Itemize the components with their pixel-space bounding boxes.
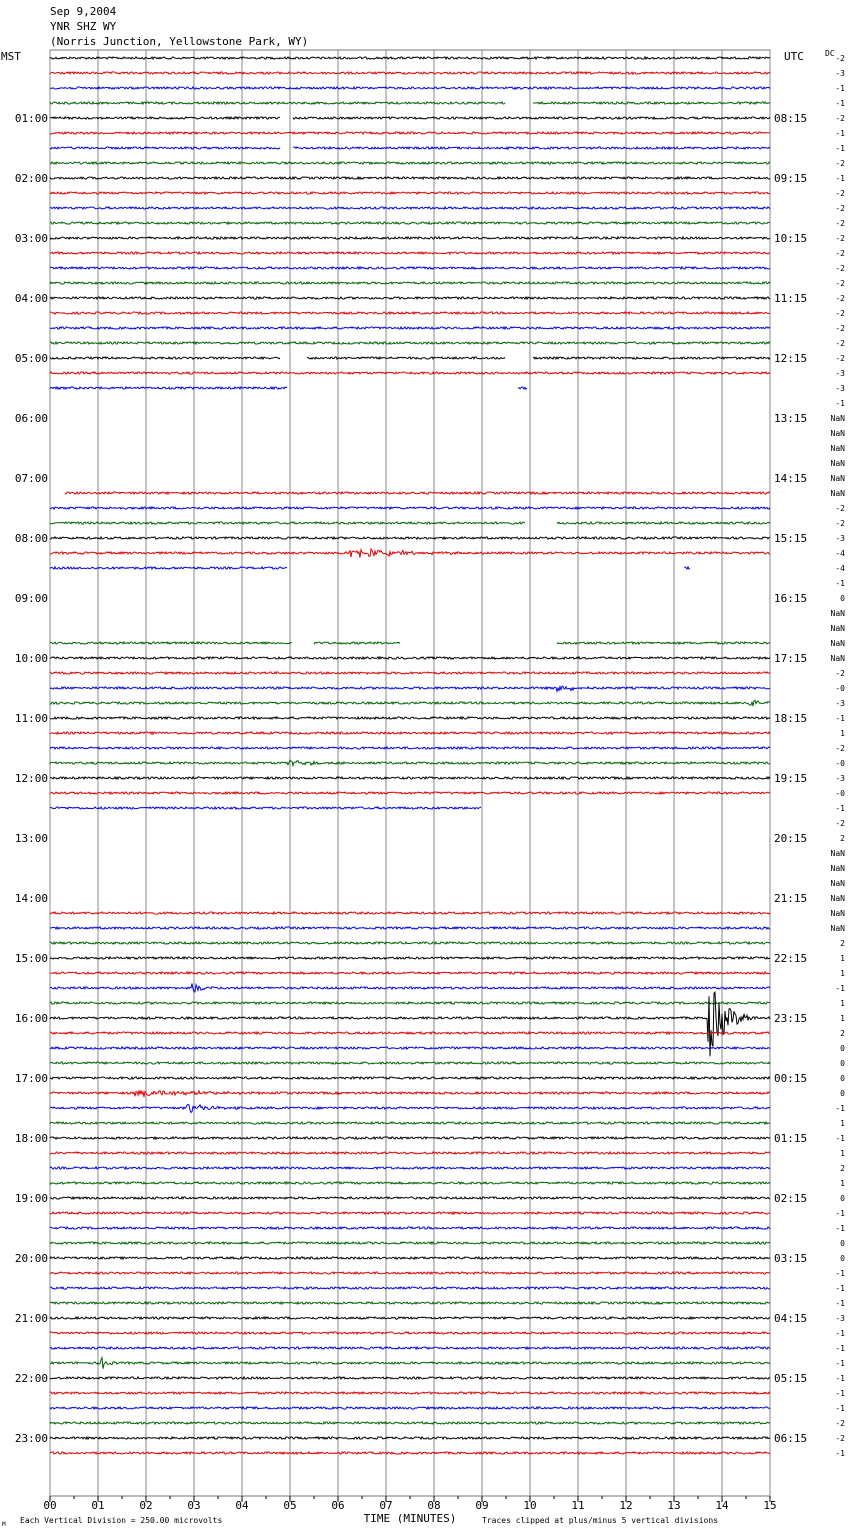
- mst-hour-label: 19:00: [14, 1192, 48, 1205]
- mst-hour-label: 14:00: [14, 892, 48, 905]
- dc-offset-label: NaN: [830, 849, 845, 858]
- trace-line: [50, 807, 770, 809]
- mst-hour-label: 20:00: [14, 1252, 48, 1265]
- dc-offset-label: -1: [835, 399, 845, 408]
- dc-offset-label: -2: [835, 204, 845, 213]
- x-tick-label: 13: [667, 1499, 681, 1512]
- trace-line: [50, 1392, 770, 1394]
- trace-line: [50, 760, 770, 766]
- dc-offset-label: -2: [835, 234, 845, 243]
- dc-offset-label: NaN: [830, 624, 845, 633]
- trace-line: [50, 162, 770, 164]
- dc-offset-label: NaN: [830, 414, 845, 423]
- mst-hour-label: 09:00: [14, 592, 48, 605]
- dc-offset-label: 1: [840, 729, 845, 738]
- trace-line: [50, 222, 770, 224]
- utc-hour-label: 18:15: [774, 712, 808, 725]
- utc-hour-label: 23:15: [774, 1012, 808, 1025]
- scale-note: Each Vertical Division = 250.00 microvolts: [20, 1516, 223, 1525]
- mst-hour-label: 04:00: [14, 292, 48, 305]
- header-date: Sep 9,2004: [50, 5, 117, 18]
- trace-line: [50, 1257, 770, 1259]
- dc-offset-label: -1: [835, 984, 845, 993]
- dc-offset-label: 2: [840, 834, 845, 843]
- dc-offset-label: 1: [840, 1179, 845, 1188]
- grid-lines: [50, 50, 770, 1502]
- trace-line: [50, 777, 770, 779]
- corner-mark: M: [2, 1521, 6, 1528]
- dc-offset-label: -2: [835, 219, 845, 228]
- trace-line: [50, 732, 770, 734]
- trace-line: [50, 1422, 770, 1424]
- x-axis-title: TIME (MINUTES): [363, 1512, 457, 1525]
- dc-offset-label: -1: [835, 1104, 845, 1113]
- trace-line: [50, 912, 770, 914]
- mst-hour-label: 07:00: [14, 472, 48, 485]
- utc-hour-label: 19:15: [774, 772, 808, 785]
- dc-offset-label: 0: [840, 1239, 845, 1248]
- mst-hour-label: 10:00: [14, 652, 48, 665]
- dc-offset-label: -2: [835, 279, 845, 288]
- mst-hour-label: 17:00: [14, 1072, 48, 1085]
- trace-line: [50, 686, 770, 691]
- dc-offset-label: 0: [840, 1194, 845, 1203]
- trace-line: [50, 237, 770, 239]
- trace-line: [50, 297, 770, 299]
- dc-offset-label: 1: [840, 954, 845, 963]
- dc-offset-label: NaN: [830, 864, 845, 873]
- x-tick-label: 08: [427, 1499, 441, 1512]
- dc-offset-label: -1: [835, 84, 845, 93]
- trace-line: [50, 1452, 770, 1454]
- x-tick-label: 15: [763, 1499, 777, 1512]
- trace-line: [50, 117, 770, 119]
- utc-hour-label: 02:15: [774, 1192, 808, 1205]
- trace-line: [50, 549, 770, 558]
- dc-offset-label: NaN: [830, 879, 845, 888]
- dc-offset-label: -2: [835, 504, 845, 513]
- trace-line: [50, 717, 770, 719]
- dc-offset-label: -2: [835, 54, 845, 63]
- trace-line: [50, 1332, 770, 1334]
- dc-offset-label: -1: [835, 1449, 845, 1458]
- dc-offset-label: -4: [835, 564, 845, 573]
- utc-hour-label: 05:15: [774, 1372, 808, 1385]
- dc-offset-label: NaN: [830, 474, 845, 483]
- dc-offset-label: -1: [835, 1269, 845, 1278]
- trace-line: [65, 492, 770, 494]
- header-location: (Norris Junction, Yellowstone Park, WY): [50, 35, 309, 48]
- dc-offset-label: -2: [835, 114, 845, 123]
- trace-line: [50, 927, 770, 929]
- dc-offset-label: -1: [835, 1299, 845, 1308]
- utc-hour-label: 21:15: [774, 892, 808, 905]
- trace-line: [50, 522, 770, 524]
- mst-hour-label: 21:00: [14, 1312, 48, 1325]
- utc-hour-label: 04:15: [774, 1312, 808, 1325]
- dc-offset-label: -2: [835, 669, 845, 678]
- dc-offset-label: 1: [840, 969, 845, 978]
- dc-offset-label: NaN: [830, 609, 845, 618]
- mst-hour-label: 13:00: [14, 832, 48, 845]
- trace-line: [50, 567, 770, 569]
- dc-offset-label: 0: [840, 1044, 845, 1053]
- dc-offset-label: -2: [835, 1419, 845, 1428]
- dc-offset-label: -1: [835, 1224, 845, 1233]
- x-tick-label: 12: [619, 1499, 633, 1512]
- trace-line: [50, 132, 770, 134]
- dc-offset-label: 2: [840, 1164, 845, 1173]
- dc-offset-label: -3: [835, 534, 845, 543]
- trace-line: [50, 792, 770, 794]
- utc-hour-label: 03:15: [774, 1252, 808, 1265]
- trace-line: [50, 1227, 770, 1229]
- dc-offset-label: NaN: [830, 459, 845, 468]
- clip-note: Traces clipped at plus/minus 5 vertical divisions: [482, 1516, 719, 1525]
- trace-line: [50, 1002, 770, 1004]
- trace-line: [50, 72, 770, 74]
- trace-line: [50, 102, 770, 104]
- trace-line: [50, 1358, 770, 1369]
- dc-offset-label: 1: [840, 1014, 845, 1023]
- dc-offset-label: NaN: [830, 444, 845, 453]
- utc-hour-label: 16:15: [774, 592, 808, 605]
- utc-hour-label: 15:15: [774, 532, 808, 545]
- trace-line: [50, 957, 770, 959]
- header-station: YNR SHZ WY: [50, 20, 117, 33]
- dc-offset-label: -0: [835, 759, 845, 768]
- dc-offset-label: 0: [840, 1254, 845, 1263]
- dc-offset-label: -0: [835, 789, 845, 798]
- mst-hour-label: 08:00: [14, 532, 48, 545]
- dc-offset-label: -2: [835, 1434, 845, 1443]
- trace-line: [50, 282, 770, 284]
- trace-line: [50, 1047, 770, 1049]
- trace-line: [50, 1302, 770, 1304]
- utc-axis-label: UTC: [784, 50, 804, 63]
- dc-label: DC: [825, 49, 835, 58]
- utc-hour-label: 11:15: [774, 292, 808, 305]
- trace-line: [50, 57, 770, 59]
- trace-line: [50, 1032, 770, 1034]
- utc-hour-label: 09:15: [774, 172, 808, 185]
- trace-line: [50, 267, 770, 269]
- x-tick-label: 04: [235, 1499, 249, 1512]
- utc-hour-label: 01:15: [774, 1132, 808, 1145]
- dc-offset-label: -3: [835, 699, 845, 708]
- trace-line: [50, 87, 770, 89]
- dc-offset-label: 0: [840, 1059, 845, 1068]
- dc-offset-label: 0: [840, 1089, 845, 1098]
- mst-hour-label: 18:00: [14, 1132, 48, 1145]
- dc-offset-label: -2: [835, 294, 845, 303]
- dc-offset-label: -1: [835, 1374, 845, 1383]
- trace-line: [50, 1062, 770, 1064]
- trace-line: [50, 657, 770, 659]
- x-tick-label: 01: [91, 1499, 105, 1512]
- x-tick-label: 11: [571, 1499, 585, 1512]
- trace-line: [50, 1137, 770, 1139]
- dc-offset-label: -3: [835, 369, 845, 378]
- utc-hour-label: 13:15: [774, 412, 808, 425]
- dc-offset-label: -1: [835, 804, 845, 813]
- utc-hour-label: 17:15: [774, 652, 808, 665]
- trace-line: [50, 252, 770, 254]
- dc-offset-label: -1: [835, 1389, 845, 1398]
- mst-hour-label: 16:00: [14, 1012, 48, 1025]
- dc-offset-label: -1: [835, 1344, 845, 1353]
- utc-hour-label: 20:15: [774, 832, 808, 845]
- trace-line: [50, 700, 770, 706]
- trace-line: [50, 1407, 770, 1409]
- mst-hour-label: 23:00: [14, 1432, 48, 1445]
- dc-offset-label: 2: [840, 939, 845, 948]
- x-tick-label: 00: [43, 1499, 57, 1512]
- trace-line: [50, 642, 770, 644]
- dc-offset-label: NaN: [830, 909, 845, 918]
- dc-offset-label: NaN: [830, 924, 845, 933]
- dc-offset-label: -2: [835, 309, 845, 318]
- x-tick-label: 05: [283, 1499, 297, 1512]
- dc-offset-label: -1: [835, 579, 845, 588]
- dc-offset-label: -2: [835, 354, 845, 363]
- dc-offset-label: NaN: [830, 654, 845, 663]
- mst-hour-label: 15:00: [14, 952, 48, 965]
- trace-line: [50, 177, 770, 179]
- mst-hour-label: 22:00: [14, 1372, 48, 1385]
- mst-hour-label: 11:00: [14, 712, 48, 725]
- dc-offset-label: -2: [835, 339, 845, 348]
- dc-offset-label: NaN: [830, 639, 845, 648]
- trace-line: [50, 1167, 770, 1169]
- dc-offset-label: NaN: [830, 894, 845, 903]
- trace-line: [50, 747, 770, 749]
- dc-offset-label: 1: [840, 999, 845, 1008]
- trace-line: [50, 507, 770, 509]
- dc-offset-label: -2: [835, 249, 845, 258]
- trace-line: [50, 387, 770, 389]
- trace-line: [50, 1437, 770, 1439]
- trace-line: [50, 207, 770, 209]
- x-tick-label: 02: [139, 1499, 153, 1512]
- x-tick-label: 14: [715, 1499, 729, 1512]
- dc-offset-label: -1: [835, 1359, 845, 1368]
- dc-offset-label: 1: [840, 1119, 845, 1128]
- dc-offset-label: -3: [835, 1314, 845, 1323]
- utc-hour-label: 22:15: [774, 952, 808, 965]
- trace-line: [50, 327, 770, 329]
- dc-offset-label: 2: [840, 1029, 845, 1038]
- trace-line: [50, 192, 770, 194]
- trace-line: [50, 357, 770, 359]
- axis-labels: [1, 49, 845, 1528]
- trace-line: [50, 942, 770, 944]
- x-tick-label: 07: [379, 1499, 393, 1512]
- dc-offset-label: -2: [835, 324, 845, 333]
- x-tick-label: 03: [187, 1499, 201, 1512]
- dc-offset-label: -1: [835, 1284, 845, 1293]
- utc-hour-label: 12:15: [774, 352, 808, 365]
- mst-hour-label: 01:00: [14, 112, 48, 125]
- trace-line: [50, 984, 770, 992]
- dc-offset-label: -1: [835, 99, 845, 108]
- trace-line: [50, 1182, 770, 1184]
- utc-hour-label: 14:15: [774, 472, 808, 485]
- trace-line: [50, 342, 770, 344]
- dc-offset-label: -0: [835, 684, 845, 693]
- trace-line: [50, 1212, 770, 1214]
- trace-line: [50, 1197, 770, 1199]
- trace-line: [50, 672, 770, 674]
- utc-hour-label: 00:15: [774, 1072, 808, 1085]
- trace-line: [50, 1152, 770, 1154]
- trace-line: [50, 372, 770, 374]
- trace-lines: [50, 57, 770, 1454]
- trace-line: [50, 1272, 770, 1274]
- x-tick-label: 09: [475, 1499, 489, 1512]
- mst-hour-label: 02:00: [14, 172, 48, 185]
- dc-offset-label: -2: [835, 189, 845, 198]
- dc-offset-label: -2: [835, 159, 845, 168]
- utc-hour-label: 08:15: [774, 112, 808, 125]
- dc-offset-label: -2: [835, 519, 845, 528]
- dc-offset-label: -3: [835, 774, 845, 783]
- trace-line: [50, 972, 770, 974]
- utc-hour-label: 06:15: [774, 1432, 808, 1445]
- mst-axis-label: MST: [1, 50, 21, 63]
- trace-line: [50, 1077, 770, 1079]
- dc-offset-label: -4: [835, 549, 845, 558]
- dc-offset-label: 1: [840, 1149, 845, 1158]
- trace-line: [50, 1122, 770, 1124]
- mst-hour-label: 03:00: [14, 232, 48, 245]
- dc-offset-label: 0: [840, 594, 845, 603]
- dc-offset-label: -1: [835, 144, 845, 153]
- dc-offset-label: -1: [835, 1404, 845, 1413]
- dc-offset-label: -2: [835, 819, 845, 828]
- trace-line: [50, 1347, 770, 1349]
- trace-line: [50, 1377, 770, 1379]
- trace-line: [50, 1287, 770, 1289]
- trace-line: [50, 537, 770, 539]
- utc-hour-label: 10:15: [774, 232, 808, 245]
- dc-offset-label: -1: [835, 129, 845, 138]
- dc-offset-label: -2: [835, 744, 845, 753]
- trace-line: [50, 147, 770, 149]
- mst-hour-label: 06:00: [14, 412, 48, 425]
- dc-offset-label: NaN: [830, 429, 845, 438]
- dc-offset-label: -1: [835, 1209, 845, 1218]
- mst-hour-label: 12:00: [14, 772, 48, 785]
- dc-offset-label: 0: [840, 1074, 845, 1083]
- dc-offset-label: -3: [835, 69, 845, 78]
- trace-line: [50, 1104, 770, 1112]
- dc-offset-label: NaN: [830, 489, 845, 498]
- dc-offset-label: -1: [835, 1329, 845, 1338]
- dc-offset-label: -1: [835, 1134, 845, 1143]
- x-tick-label: 06: [331, 1499, 345, 1512]
- dc-offset-label: -2: [835, 264, 845, 273]
- dc-offset-label: -3: [835, 384, 845, 393]
- dc-offset-label: -1: [835, 174, 845, 183]
- trace-line: [50, 312, 770, 314]
- mst-hour-label: 05:00: [14, 352, 48, 365]
- trace-line: [50, 1317, 770, 1319]
- x-tick-label: 10: [523, 1499, 537, 1512]
- dc-offset-label: -1: [835, 714, 845, 723]
- trace-line: [50, 1242, 770, 1244]
- trace-line: [50, 1090, 770, 1097]
